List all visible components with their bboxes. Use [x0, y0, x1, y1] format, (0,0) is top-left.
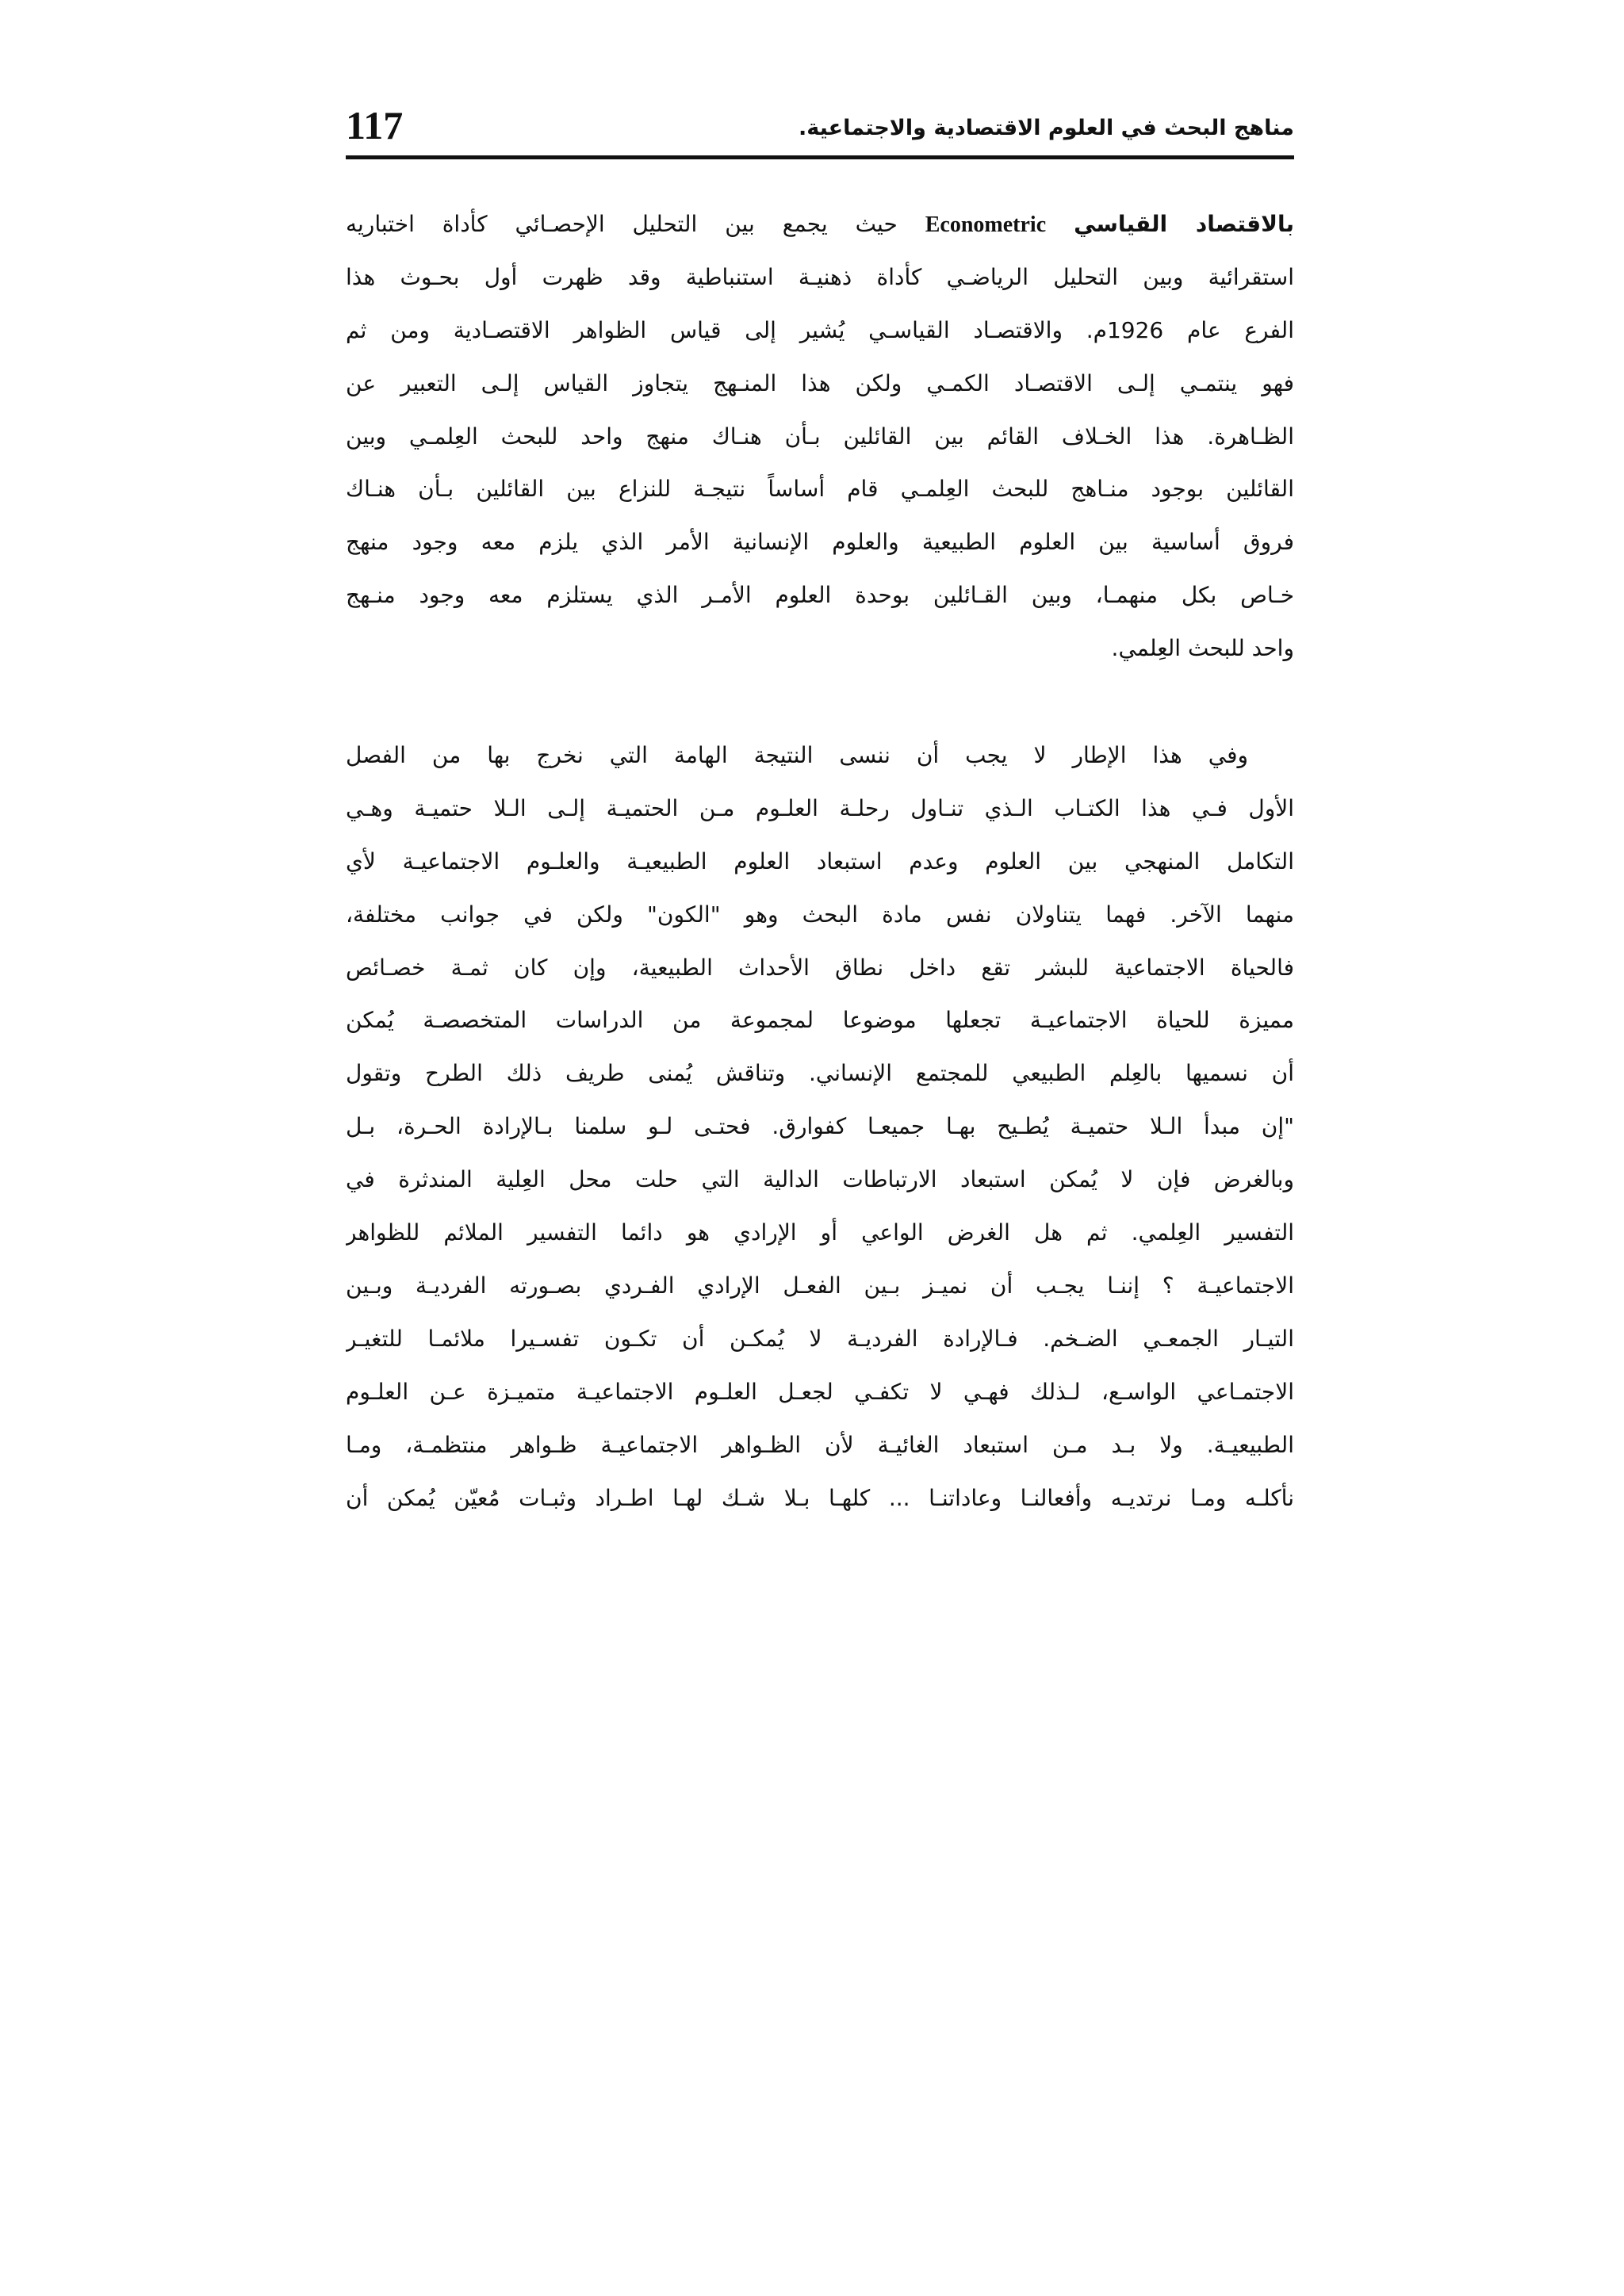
paragraph-1-line-3: الفرع عام 1926م. والاقتصـاد القياسـي يُشير إلى قياس الظواهر الاقتصـادية ومن ثم — [346, 316, 1294, 343]
paragraph-1-line-1 — [346, 198, 1294, 251]
paragraph-2-line-3: التكامل المنهجي بين العلوم وعدم استبعاد العلوم الطبيعيـة والعلـوم الاجتماعيـة لأي — [346, 848, 1294, 874]
paragraph-2-line-13: الاجتمـاعي الواسـع، لـذلك فهـي لا تكفـي لجعـل العلـوم الاجتماعيـة متميـزة عـن العلـوم — [346, 1378, 1294, 1405]
header-rule — [346, 155, 1294, 159]
paragraph-2-line-2: الأول فـي هذا الكتـاب الـذي تنـاول رحلـة العلـوم مـن الحتميـة إلـى الـلا حتميـة وهـي — [346, 794, 1294, 821]
paragraph-1-line-8: خـاص بكل منهمـا، وبين القـائلين بوحدة العلوم الأمـر الذي يستلزم معه وجود منـهج — [346, 582, 1294, 609]
paragraph-1-line-4: فهو ينتمـي إلـى الاقتصـاد الكمـي ولكن هذا المنـهج يتجاوز القياس إلـى التعبير عن — [346, 369, 1294, 396]
paragraph-2-line-6: مميزة للحياة الاجتماعيـة تجعلها موضوعا لمجموعة من الدراسات المتخصصـة يُمكن — [346, 1007, 1294, 1034]
paragraph-2-line-11: الاجتماعيـة ؟ إننـا يجـب أن نميـز بـين الفعـل الإرادي الفـردي بصـورته الفرديـة وبـين — [346, 1272, 1294, 1299]
paragraph-2-line-10: التفسير العِلمي. ثم هل الغرض الواعي أو الإرادي هو دائما التفسير الملائم للظواهر — [346, 1219, 1294, 1246]
paragraph-2-line-12: التيـار الجمعـي الضـخم. فـالإرادة الفرديـة لا يُمكـن أن تكـون تفسـيرا ملائمـا للتغيـر — [346, 1325, 1294, 1352]
running-title: مناهج البحث في العلوم الاقتصادية والاجتماعية. — [798, 116, 1294, 140]
bold-term-econometrics: بالاقتصاد القياسي — [1074, 211, 1294, 237]
page-header — [346, 97, 1294, 157]
paragraph-2-line-5: فالحياة الاجتماعية للبشر تقع داخل نطاق الأحداث الطبيعية، وإن كان ثمـة خصـائص — [346, 954, 1294, 981]
paragraph-1-line-7: فروق أساسية بين العلوم الطبيعية والعلوم الإنسانية الأمر الذي يلزم معه وجود منهج — [346, 529, 1294, 556]
paragraph-2-line-1: وفي هذا الإطار لا يجب أن ننسى النتيجة الهامة التي نخرج بها من الفصل — [346, 742, 1248, 769]
paragraph-2-line-14: الطبيعيـة. ولا بـد مـن استبعاد الغائيـة لأن الظـواهر الاجتماعيـة ظـواهر منتظمـة، ومـا — [346, 1431, 1294, 1458]
paragraph-2-line-15: نأكلـه ومـا نرتديـه وأفعالنـا وعاداتنـا ... كلهـا بـلا شـك لهـا اطـراد وثبـات مُعيّن يُمكن أن — [346, 1484, 1294, 1511]
paragraph-2-line-7: أن نسميها بالعِلم الطبيعي للمجتمع الإنساني. وتناقش يُمنى طريف ذلك الطرح وتقول — [346, 1060, 1294, 1087]
paragraph-1 — [346, 198, 1294, 675]
paragraph-1-line-6: القائلين بوجود منـاهج للبحث العِلمـي قام أساساً نتيجـة للنزاع بين القائلين بـأن هنـاك — [346, 476, 1294, 503]
paragraph-2 — [346, 729, 1294, 1525]
paragraph-1-line-5: الظـاهرة. هذا الخـلاف القائم بين القائلين بـأن هنـاك منهج واحد للبحث العِلمـي وبين — [346, 423, 1294, 450]
paragraph-1-line-9: واحد للبحث العِلمي. — [1111, 635, 1294, 662]
paragraph-1-line-2: استقرائية وبين التحليل الرياضـي كأداة ذهنيـة استنباطية وقد ظهرت أول بحـوث هذا — [346, 263, 1294, 290]
paragraph-2-line-4: منهما الآخر. فهما يتناولان نفس مادة البحث وهو "الكون" ولكن في جوانب مختلفة، — [346, 901, 1294, 928]
english-term: Econometric — [925, 212, 1047, 237]
paragraph-1-line-1-text: حيث يجمع بين التحليل الإحصـائي كأداة اختباريه — [346, 211, 898, 237]
body-text — [346, 198, 1294, 1525]
paragraph-2-line-8: "إن مبدأ الـلا حتميـة يُطـيح بهـا جميعـا كفوارق. فحتـى لـو سلمنا بـالإرادة الحـرة، بـل — [346, 1113, 1294, 1140]
page-number: 117 — [346, 103, 404, 147]
paragraph-2-line-9: وبالغرض فإن لا يُمكن استبعاد الارتباطات الدالية التي حلت محل العِلية المندثرة في — [346, 1166, 1294, 1193]
